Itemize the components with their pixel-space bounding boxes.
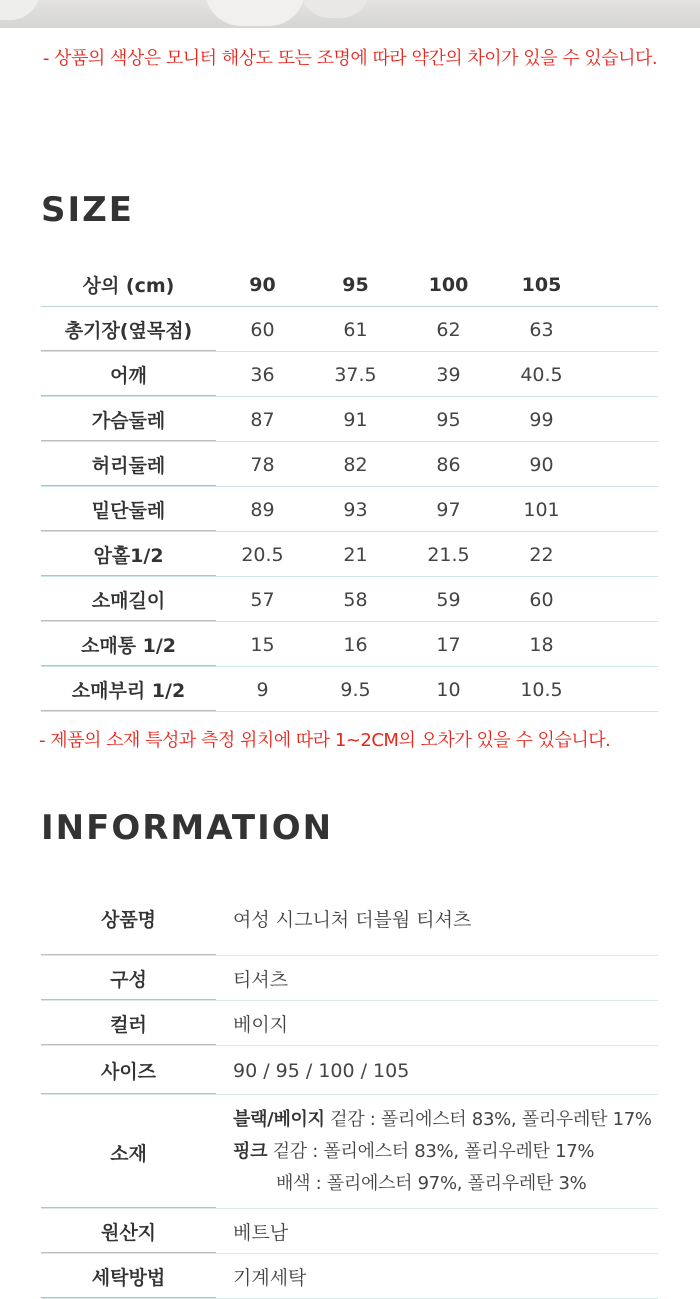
- size-table-row: [41, 487, 658, 532]
- size-value-cell: 20.5: [241, 543, 284, 566]
- info-label: 원산지: [41, 1209, 216, 1254]
- size-value-cell: 57: [250, 588, 275, 611]
- info-value: 기계세탁: [233, 1267, 307, 1289]
- info-row-washing: [41, 1254, 658, 1299]
- info-value: 티셔츠: [233, 969, 289, 991]
- size-table: [41, 262, 658, 712]
- size-row-label: 소매부리 1/2: [41, 667, 216, 712]
- size-value-cell: 86: [436, 453, 461, 476]
- info-row-size: [41, 1046, 658, 1095]
- size-value-cell: 21: [343, 543, 368, 566]
- information-section-title: INFORMATION: [41, 808, 334, 848]
- information-table: [41, 882, 658, 1299]
- info-value: 90 / 95 / 100 / 105: [233, 1059, 410, 1082]
- size-table-row: [41, 622, 658, 667]
- size-value-cell: 97: [436, 498, 461, 521]
- size-table-row: [41, 352, 658, 397]
- info-label: 사이즈: [41, 1046, 216, 1095]
- color-notice: - 상품의 색상은 모니터 해상도 또는 조명에 따라 약간의 차이가 있을 수 있습니다.: [42, 48, 658, 69]
- material-lines: [233, 1104, 652, 1200]
- material-line: 핑크 겉감 : 폴리에스터 83%, 폴리우레탄 17%: [233, 1141, 595, 1162]
- size-value-cell: 10: [436, 678, 461, 701]
- size-value-cell: 101: [523, 498, 560, 521]
- size-value-cell: 59: [436, 588, 461, 611]
- size-value-cell: 61: [343, 318, 368, 341]
- info-row-color: [41, 1001, 658, 1046]
- info-row-composition: [41, 956, 658, 1001]
- size-value-cell: 21.5: [427, 543, 470, 566]
- size-value-cell: 36: [250, 363, 275, 386]
- size-value-cell: 60: [529, 588, 554, 611]
- size-header-cell: 90: [249, 273, 276, 296]
- size-value-cell: 87: [250, 408, 275, 431]
- size-row-label: 가슴둘레: [41, 397, 216, 442]
- info-label: 상품명: [41, 882, 216, 956]
- size-row-label: 허리둘레: [41, 442, 216, 487]
- size-value-cell: 93: [343, 498, 368, 521]
- info-value: 베이지: [233, 1014, 289, 1036]
- info-value: 여성 시그니처 더블웜 티셔츠: [233, 909, 472, 931]
- size-value-cell: 9: [256, 678, 269, 701]
- size-header-cell: 95: [342, 273, 369, 296]
- measurement-notice: - 제품의 소재 특성과 측정 위치에 따라 1~2CM의 오차가 있을 수 있습니다.: [39, 730, 611, 751]
- size-row-label: 어깨: [41, 352, 216, 397]
- material-value: [216, 1095, 652, 1209]
- size-row-label: 밑단둘레: [41, 487, 216, 532]
- material-line: 블랙/베이지 겉감 : 폴리에스터 83%, 폴리우레탄 17%: [233, 1109, 652, 1130]
- size-table-row: [41, 397, 658, 442]
- size-table-row: [41, 577, 658, 622]
- info-value: 베트남: [233, 1222, 289, 1244]
- size-value-cell: 39: [436, 363, 461, 386]
- size-value-cell: 91: [343, 408, 368, 431]
- size-table-row: [41, 532, 658, 577]
- size-table-row: [41, 667, 658, 712]
- material-line: 배색 : 폴리에스터 97%, 폴리우레탄 3%: [276, 1173, 587, 1194]
- size-header-cell: 100: [428, 273, 469, 296]
- info-row-product-name: [41, 882, 658, 956]
- size-header-cell: 105: [521, 273, 562, 296]
- size-row-label: 암홀1/2: [41, 532, 216, 577]
- size-value-cell: 10.5: [520, 678, 563, 701]
- size-value-cell: 63: [529, 318, 554, 341]
- size-value-cell: 82: [343, 453, 368, 476]
- size-value-cell: 78: [250, 453, 275, 476]
- size-value-cell: 58: [343, 588, 368, 611]
- size-table-row: [41, 442, 658, 487]
- size-row-label: 총기장(옆목점): [41, 307, 216, 352]
- size-table-row: [41, 307, 658, 352]
- info-label: 세탁방법: [41, 1254, 216, 1299]
- size-header-label: 상의 (cm): [82, 275, 175, 297]
- size-value-cell: 95: [436, 408, 461, 431]
- size-value-cell: 18: [529, 633, 554, 656]
- size-row-label: 소매길이: [41, 577, 216, 622]
- size-value-cell: 90: [529, 453, 554, 476]
- size-table-header: [41, 262, 658, 307]
- size-value-cell: 37.5: [334, 363, 377, 386]
- size-value-cell: 89: [250, 498, 275, 521]
- info-label: 컬러: [41, 1001, 216, 1046]
- size-section-title: SIZE: [41, 190, 135, 230]
- info-label: 구성: [41, 956, 216, 1001]
- size-value-cell: 40.5: [520, 363, 563, 386]
- info-row-origin: [41, 1209, 658, 1254]
- product-photo-bottom-edge: [0, 0, 700, 28]
- size-value-cell: 22: [529, 543, 554, 566]
- size-value-cell: 99: [529, 408, 554, 431]
- size-value-cell: 9.5: [340, 678, 371, 701]
- info-label: 소재: [41, 1095, 216, 1209]
- size-value-cell: 60: [250, 318, 275, 341]
- size-value-cell: 15: [250, 633, 275, 656]
- size-value-cell: 16: [343, 633, 368, 656]
- size-row-label: 소매통 1/2: [41, 622, 216, 667]
- info-row-material: [41, 1095, 658, 1209]
- size-value-cell: 17: [436, 633, 461, 656]
- size-value-cell: 62: [436, 318, 461, 341]
